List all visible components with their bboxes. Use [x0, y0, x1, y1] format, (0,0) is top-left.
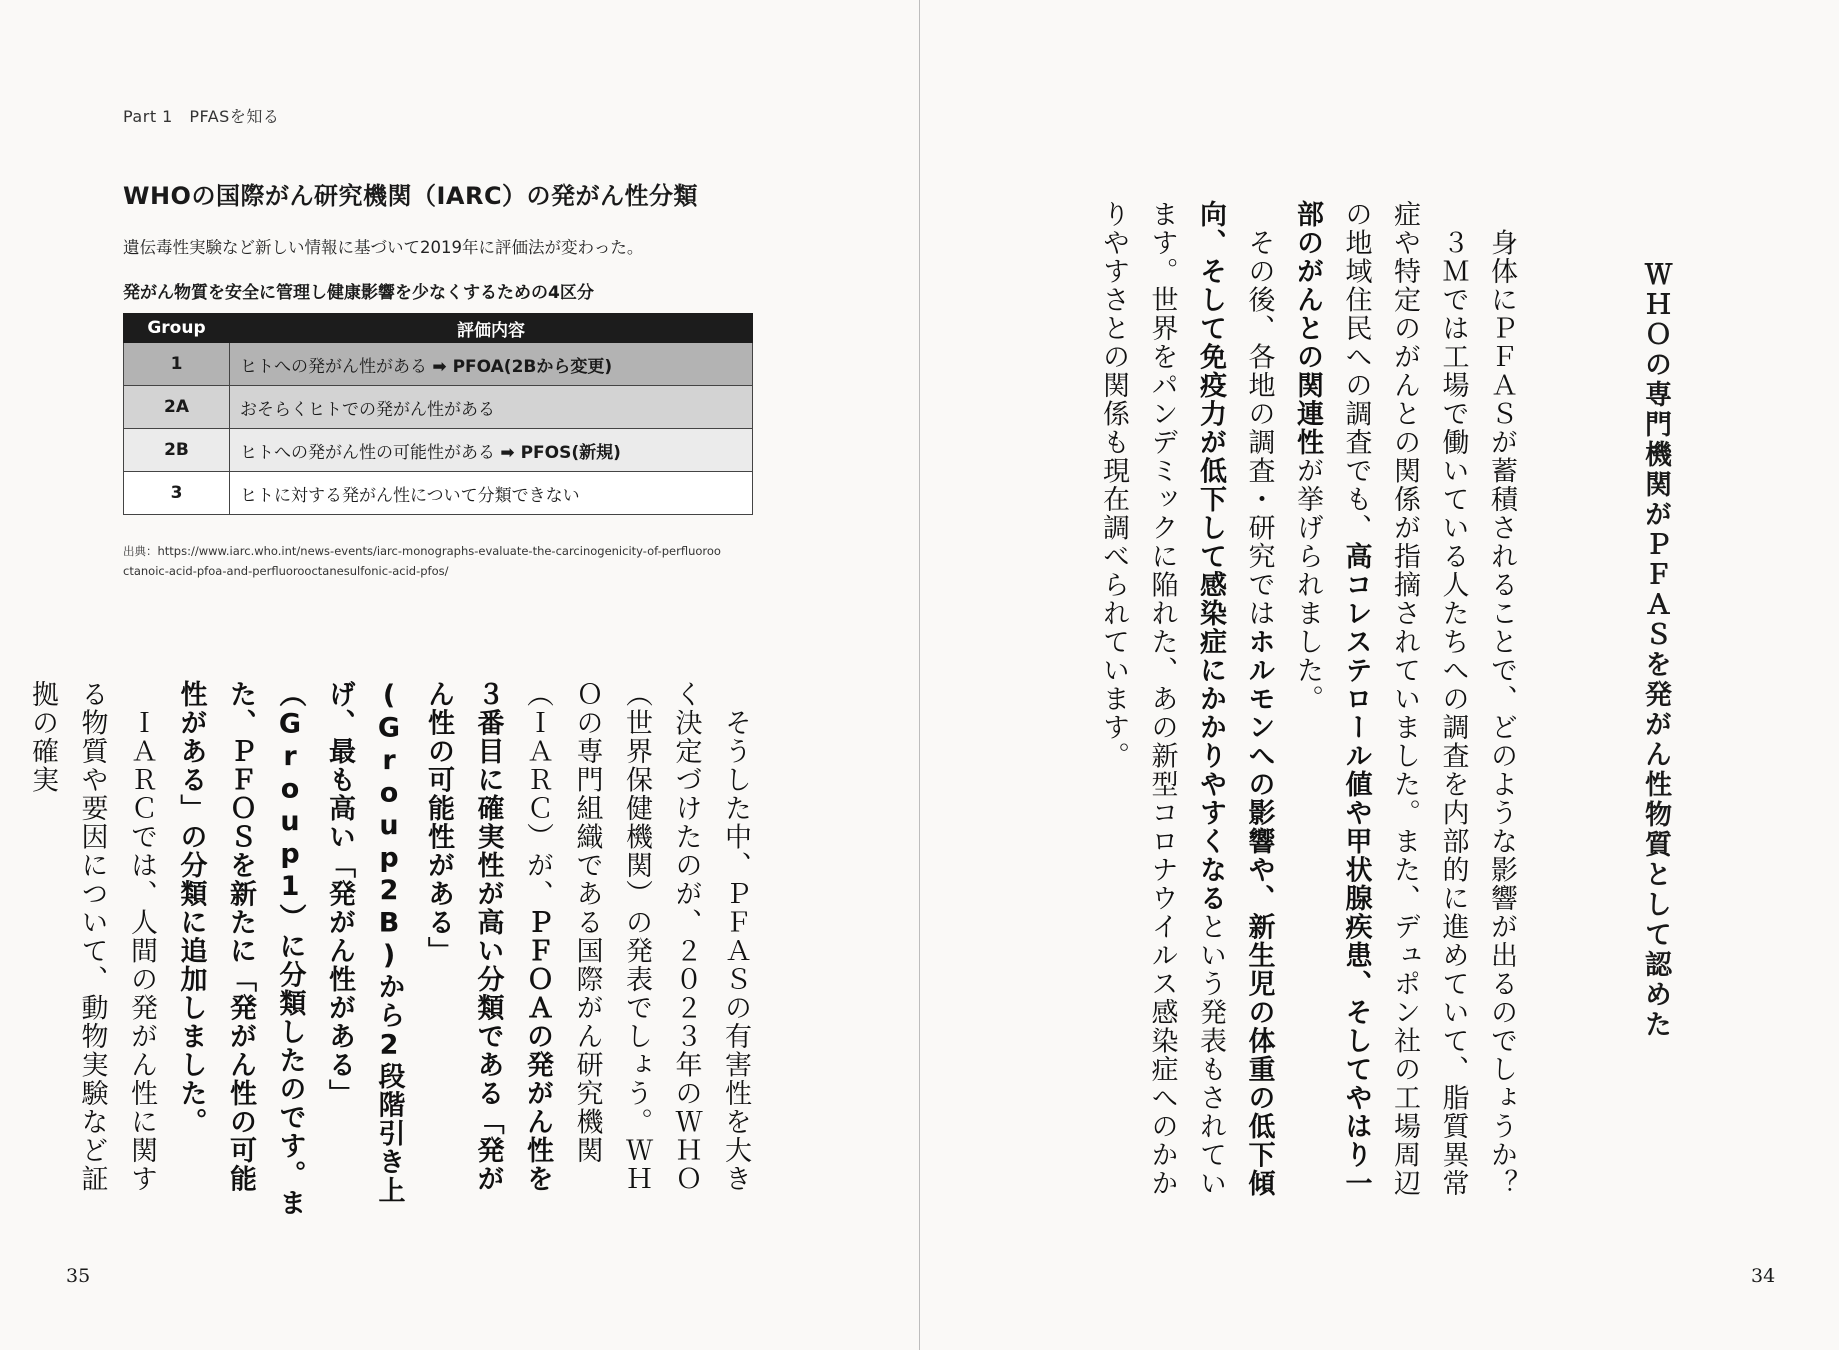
group-cell: 3 — [124, 472, 230, 515]
body-emphasis: 高コレステロール値や甲状腺疾患、そしてやはり一部のがんとの関連性 — [1292, 200, 1372, 1198]
left-page — [0, 0, 919, 1350]
desc-cell — [230, 343, 753, 386]
section-heading: ＷＨＯの専門機関がＰＦＡＳを発がん性物質として認めた — [1640, 260, 1671, 1040]
body-paragraph: その後、各地の調査・研究では — [1243, 200, 1275, 628]
desc-text: ヒトへの発がん性がある — [240, 356, 427, 377]
header-evaluation: 評価内容 — [230, 314, 753, 343]
figure-title: WHOの国際がん研究機関（IARC）の発がん性分類 — [123, 182, 699, 210]
group-cell: 2B — [124, 429, 230, 472]
body-paragraph: が挙げられました。 — [1292, 456, 1323, 713]
substance-note: ➡ PFOS(新規) — [500, 442, 621, 463]
page-number-left: 35 — [66, 1265, 91, 1287]
body-emphasis: ＰＦＯＡの発がん性を３番目に確実性が高い分類である「発がん性の可能性がある」(Group2B)から2段階引き上げ、最も高い「発がん性がある」（Group1）に分類したのです。また、ＰＦＯＳを新たに「発がん性の可能性がある」の分類に追加しました。 — [175, 680, 553, 1217]
running-head: Part 1 PFASを知る — [123, 107, 280, 126]
group-cell: 2A — [124, 386, 230, 429]
figure-subtitle: 遺伝毒性実験など新しい情報に基づいて2019年に評価法が変わった。 — [123, 238, 644, 257]
desc-text: おそらくヒトでの発がん性がある — [240, 399, 495, 420]
body-paragraph: 身体にＰＦＡＳが蓄積されることで、どのような影響が出るのでしょうか？ — [1486, 200, 1517, 1198]
body-paragraph: という発表もされています。世界をパンデミックに陥れた、あの新型コロナウイルス感染症へのかかりやすさとの関係も現在調べられています。 — [1098, 200, 1226, 1198]
left-body-text — [27, 680, 760, 1220]
table-row — [124, 343, 753, 386]
substance-note: ➡ PFOA(2Bから変更) — [432, 356, 613, 377]
group-cell: 1 — [124, 343, 230, 386]
page-number-right: 34 — [1751, 1265, 1776, 1287]
desc-cell — [230, 472, 753, 515]
desc-cell — [230, 429, 753, 472]
table-row — [124, 472, 753, 515]
body-emphasis: ホルモンへの影響や、新生児の体重の低下傾向、そして免疫力が低下して感染症にかかりやすくなる — [1195, 200, 1275, 1198]
desc-text: ヒトに対する発がん性について分類できない — [240, 485, 580, 506]
table-row — [124, 386, 753, 429]
right-body-text — [1098, 200, 1525, 1220]
table-header-row — [124, 314, 753, 343]
table-caption: 発がん物質を安全に管理し健康影響を少なくするための4区分 — [123, 283, 594, 303]
body-paragraph: ３Ｍでは工場で働いている人たちへの調査を内部的に進めていて、脂質異常症や特定のがんとの関係が指摘されていました。また、デュポン社の工場周辺の地域住民への調査でも、 — [1340, 200, 1469, 1198]
source-citation: 出典：https://www.iarc.who.int/news-events/iarc-monographs-evaluate-the-carcinogenicity-of-perfluorooctanoic-acid-pfoa-and-perfluorooctanesulfonic-acid-pfos/ — [123, 544, 721, 578]
desc-text: ヒトへの発がん性の可能性がある — [240, 442, 495, 463]
desc-cell — [230, 386, 753, 429]
body-paragraph: そうした中、ＰＦＡＳの有害性を大きく決定づけたのが、２０２３年のＷＨＯ（世界保健機関）の発表でしょう。ＷＨＯの専門組織である国際がん研究機関（ＩＡＲＣ）が、 — [522, 680, 751, 1193]
header-group: Group — [124, 314, 230, 343]
iarc-classification-table — [123, 313, 753, 515]
table-row — [124, 429, 753, 472]
body-paragraph: ＩＡＲＣでは、人間の発がん性に関する物質や要因について、動物実験など証拠の確実 — [27, 680, 157, 1193]
